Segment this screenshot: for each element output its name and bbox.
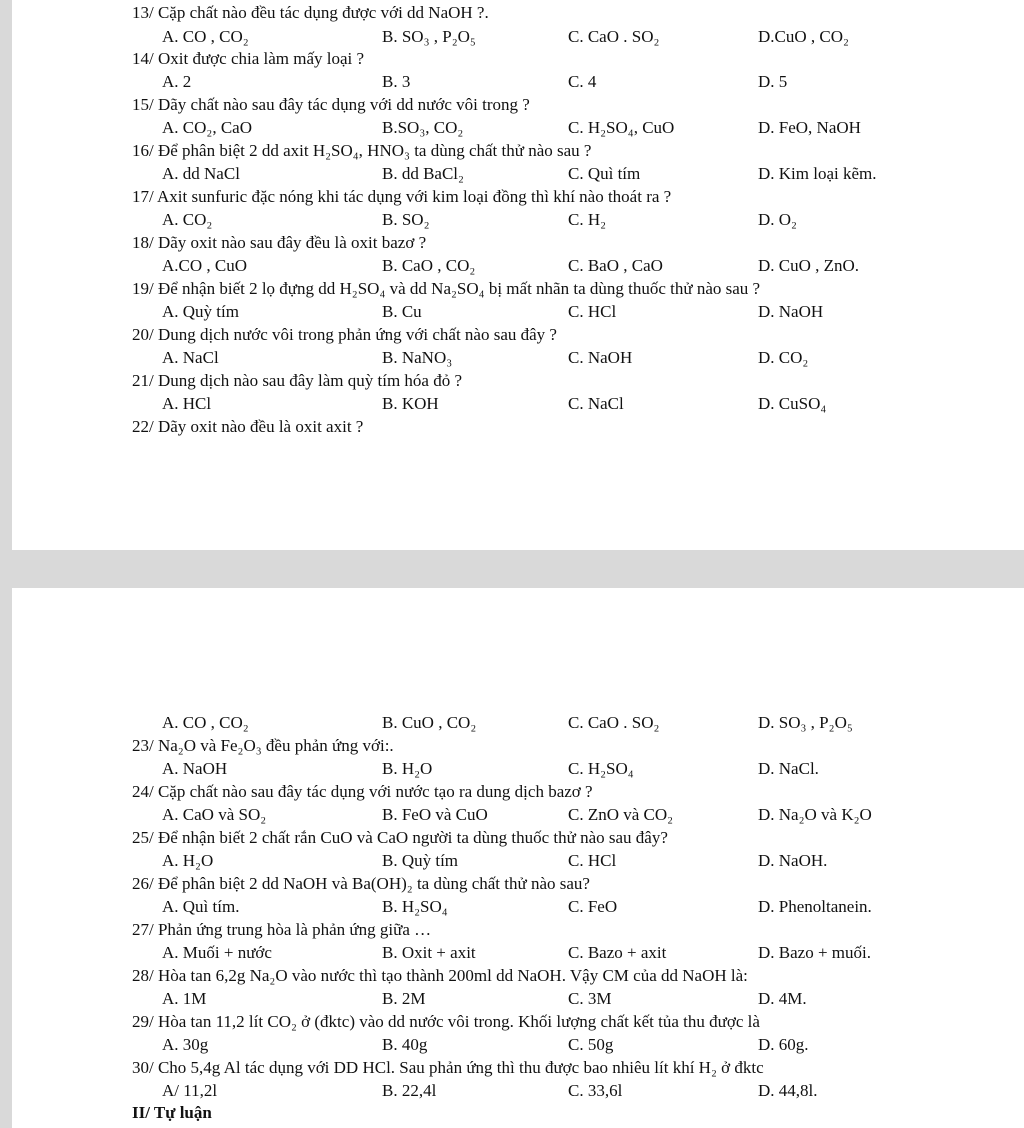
option-b: B. SO₃ , P₂O₅ bbox=[382, 27, 476, 46]
option-c: C. BaO , CaO bbox=[568, 256, 663, 275]
option-c: C. H₂SO₄, CuO bbox=[568, 118, 675, 137]
options-29 bbox=[12, 1034, 1024, 1056]
question-27: 27/ Phản ứng trung hòa là phản ứng giữa … bbox=[132, 920, 432, 939]
option-d: D. Kim loại kẽm. bbox=[758, 164, 877, 183]
question-23: 23/ Na₂O và Fe₂O₃ đều phản ứng với:. bbox=[132, 736, 394, 755]
option-c: C. H₂ bbox=[568, 210, 607, 229]
question-19: 19/ Để nhận biết 2 lọ đựng dd H₂SO₄ và dd Na₂SO₄ bị mất nhãn ta dùng thuốc thử nào sau ? bbox=[132, 279, 761, 298]
option-d: D. Phenoltanein. bbox=[758, 897, 872, 916]
options-24 bbox=[12, 804, 1024, 826]
option-a: A. CO , CO₂ bbox=[162, 27, 249, 46]
option-b: B. Oxit + axit bbox=[382, 943, 476, 962]
option-b: B. KOH bbox=[382, 394, 439, 413]
option-d: D.CuO , CO₂ bbox=[758, 27, 849, 46]
option-a: A. CO₂, CaO bbox=[162, 118, 252, 137]
option-d: D. CO₂ bbox=[758, 348, 809, 367]
question-16: 16/ Để phân biệt 2 dd axit H₂SO₄, HNO₃ ta dùng chất thử nào sau ? bbox=[132, 141, 592, 160]
option-b: B. CaO , CO₂ bbox=[382, 256, 476, 275]
options-27 bbox=[12, 942, 1024, 964]
option-c: C. 50g bbox=[568, 1035, 614, 1054]
option-a: A. CaO và SO₂ bbox=[162, 805, 267, 824]
option-d: D. CuO , ZnO. bbox=[758, 256, 860, 275]
question-17: 17/ Axit sunfuric đặc nóng khi tác dụng với kim loại đồng thì khí nào thoát ra ? bbox=[132, 187, 672, 206]
option-a: A.CO , CuO bbox=[162, 256, 248, 275]
option-c: C. Bazo + axit bbox=[568, 943, 667, 962]
option-a: A. HCl bbox=[162, 394, 212, 413]
question-29: 29/ Hòa tan 11,2 lít CO₂ ở (đktc) vào dd nước vôi trong. Khối lượng chất kết tủa thu được là bbox=[132, 1012, 760, 1031]
option-d: D. NaCl. bbox=[758, 759, 819, 778]
option-b: B. 3 bbox=[382, 72, 411, 91]
option-b: B. H₂SO₄ bbox=[382, 897, 448, 916]
option-c: C. HCl bbox=[568, 302, 617, 321]
option-b: B. 40g bbox=[382, 1035, 428, 1054]
option-b: B.SO₃, CO₂ bbox=[382, 118, 464, 137]
option-d: D. Bazo + muối. bbox=[758, 943, 871, 962]
option-d: D. 60g. bbox=[758, 1035, 809, 1054]
option-c: C. HCl bbox=[568, 851, 617, 870]
option-b: B. NaNO₃ bbox=[382, 348, 453, 367]
option-c: C. ZnO và CO₂ bbox=[568, 805, 674, 824]
question-13: 13/ Cặp chất nào đều tác dụng được với dd NaOH ?. bbox=[132, 3, 489, 22]
option-a: A. Quì tím. bbox=[162, 897, 240, 916]
option-d: D. 5 bbox=[758, 72, 788, 91]
option-a: A. Quỳ tím bbox=[162, 302, 239, 321]
question-25: 25/ Để nhận biết 2 chất rắn CuO và CaO người ta dùng thuốc thử nào sau đây? bbox=[132, 828, 668, 847]
question-28: 28/ Hòa tan 6,2g Na₂O vào nước thì tạo thành 200ml dd NaOH. Vậy CM của dd NaOH là: bbox=[132, 966, 748, 985]
options-15 bbox=[12, 117, 1024, 139]
option-d: D. 44,8l. bbox=[758, 1081, 818, 1100]
options-18 bbox=[12, 255, 1024, 277]
question-14: 14/ Oxit được chia làm mấy loại ? bbox=[132, 49, 365, 68]
question-26: 26/ Để phân biệt 2 dd NaOH và Ba(OH)₂ ta dùng chất thử nào sau? bbox=[132, 874, 590, 893]
options-25 bbox=[12, 850, 1024, 872]
option-c: C. 33,6l bbox=[568, 1081, 623, 1100]
option-b: B. Quỳ tím bbox=[382, 851, 459, 870]
question-15: 15/ Dãy chất nào sau đây tác dụng với dd nước vôi trong ? bbox=[132, 95, 530, 114]
option-a: A. 1M bbox=[162, 989, 207, 1008]
option-a: A. H₂O bbox=[162, 851, 214, 870]
option-d: D. O₂ bbox=[758, 210, 797, 229]
option-c: C. NaOH bbox=[568, 348, 633, 367]
option-d: D. NaOH bbox=[758, 302, 824, 321]
options-17 bbox=[12, 209, 1024, 231]
option-a: A. CO₂ bbox=[162, 210, 213, 229]
option-b: B. SO₂ bbox=[382, 210, 430, 229]
options-21 bbox=[12, 393, 1024, 415]
option-a: A. CO , CO₂ bbox=[162, 713, 249, 732]
option-b: B. H₂O bbox=[382, 759, 433, 778]
options-13 bbox=[12, 26, 1024, 48]
option-d: D. NaOH. bbox=[758, 851, 828, 870]
option-c: C. FeO bbox=[568, 897, 618, 916]
option-c: C. 4 bbox=[568, 72, 597, 91]
question-22: 22/ Dãy oxit nào đều là oxit axit ? bbox=[132, 417, 364, 436]
document-page-1 bbox=[12, 0, 1024, 550]
option-d: D. CuSO₄ bbox=[758, 394, 827, 413]
question-20: 20/ Dung dịch nước vôi trong phản ứng với chất nào sau đây ? bbox=[132, 325, 557, 344]
question-30: 30/ Cho 5,4g Al tác dụng với DD HCl. Sau phản ứng thì thu được bao nhiêu lít khí H₂ ở đktc bbox=[132, 1058, 764, 1077]
option-c: C. 3M bbox=[568, 989, 612, 1008]
option-b: B. Cu bbox=[382, 302, 422, 321]
question-18: 18/ Dãy oxit nào sau đây đều là oxit bazơ ? bbox=[132, 233, 427, 252]
option-b: B. CuO , CO₂ bbox=[382, 713, 477, 732]
option-d: D. FeO, NaOH bbox=[758, 118, 861, 137]
document-page-2 bbox=[12, 588, 1024, 1128]
options-26 bbox=[12, 896, 1024, 918]
options-20 bbox=[12, 347, 1024, 369]
question-21: 21/ Dung dịch nào sau đây làm quỳ tím hóa đỏ ? bbox=[132, 371, 463, 390]
options-14 bbox=[12, 71, 1024, 93]
options-22 bbox=[12, 712, 1024, 734]
option-a: A. Muối + nước bbox=[162, 943, 272, 962]
option-a: A/ 11,2l bbox=[162, 1081, 218, 1100]
option-a: A. NaOH bbox=[162, 759, 228, 778]
option-d: D. SO₃ , P₂O₅ bbox=[758, 713, 853, 732]
option-d: D. 4M. bbox=[758, 989, 807, 1008]
option-c: C. NaCl bbox=[568, 394, 624, 413]
options-16 bbox=[12, 163, 1024, 185]
options-28 bbox=[12, 988, 1024, 1010]
options-23 bbox=[12, 758, 1024, 780]
option-b: B. dd BaCl₂ bbox=[382, 164, 464, 183]
option-d: D. Na₂O và K₂O bbox=[758, 805, 872, 824]
option-b: B. 2M bbox=[382, 989, 426, 1008]
option-c: C. H₂SO₄ bbox=[568, 759, 634, 778]
option-c: C. Quì tím bbox=[568, 164, 641, 183]
option-a: A. NaCl bbox=[162, 348, 219, 367]
option-a: A. dd NaCl bbox=[162, 164, 240, 183]
option-c: C. CaO . SO₂ bbox=[568, 27, 660, 46]
option-b: B. 22,4l bbox=[382, 1081, 437, 1100]
option-a: A. 30g bbox=[162, 1035, 209, 1054]
option-b: B. FeO và CuO bbox=[382, 805, 488, 824]
options-30 bbox=[12, 1080, 1024, 1102]
section-heading-essay: II/ Tự luận bbox=[132, 1103, 212, 1122]
option-c: C. CaO . SO₂ bbox=[568, 713, 660, 732]
options-19 bbox=[12, 301, 1024, 323]
question-24: 24/ Cặp chất nào sau đây tác dụng với nước tạo ra dung dịch bazơ ? bbox=[132, 782, 593, 801]
option-a: A. 2 bbox=[162, 72, 192, 91]
